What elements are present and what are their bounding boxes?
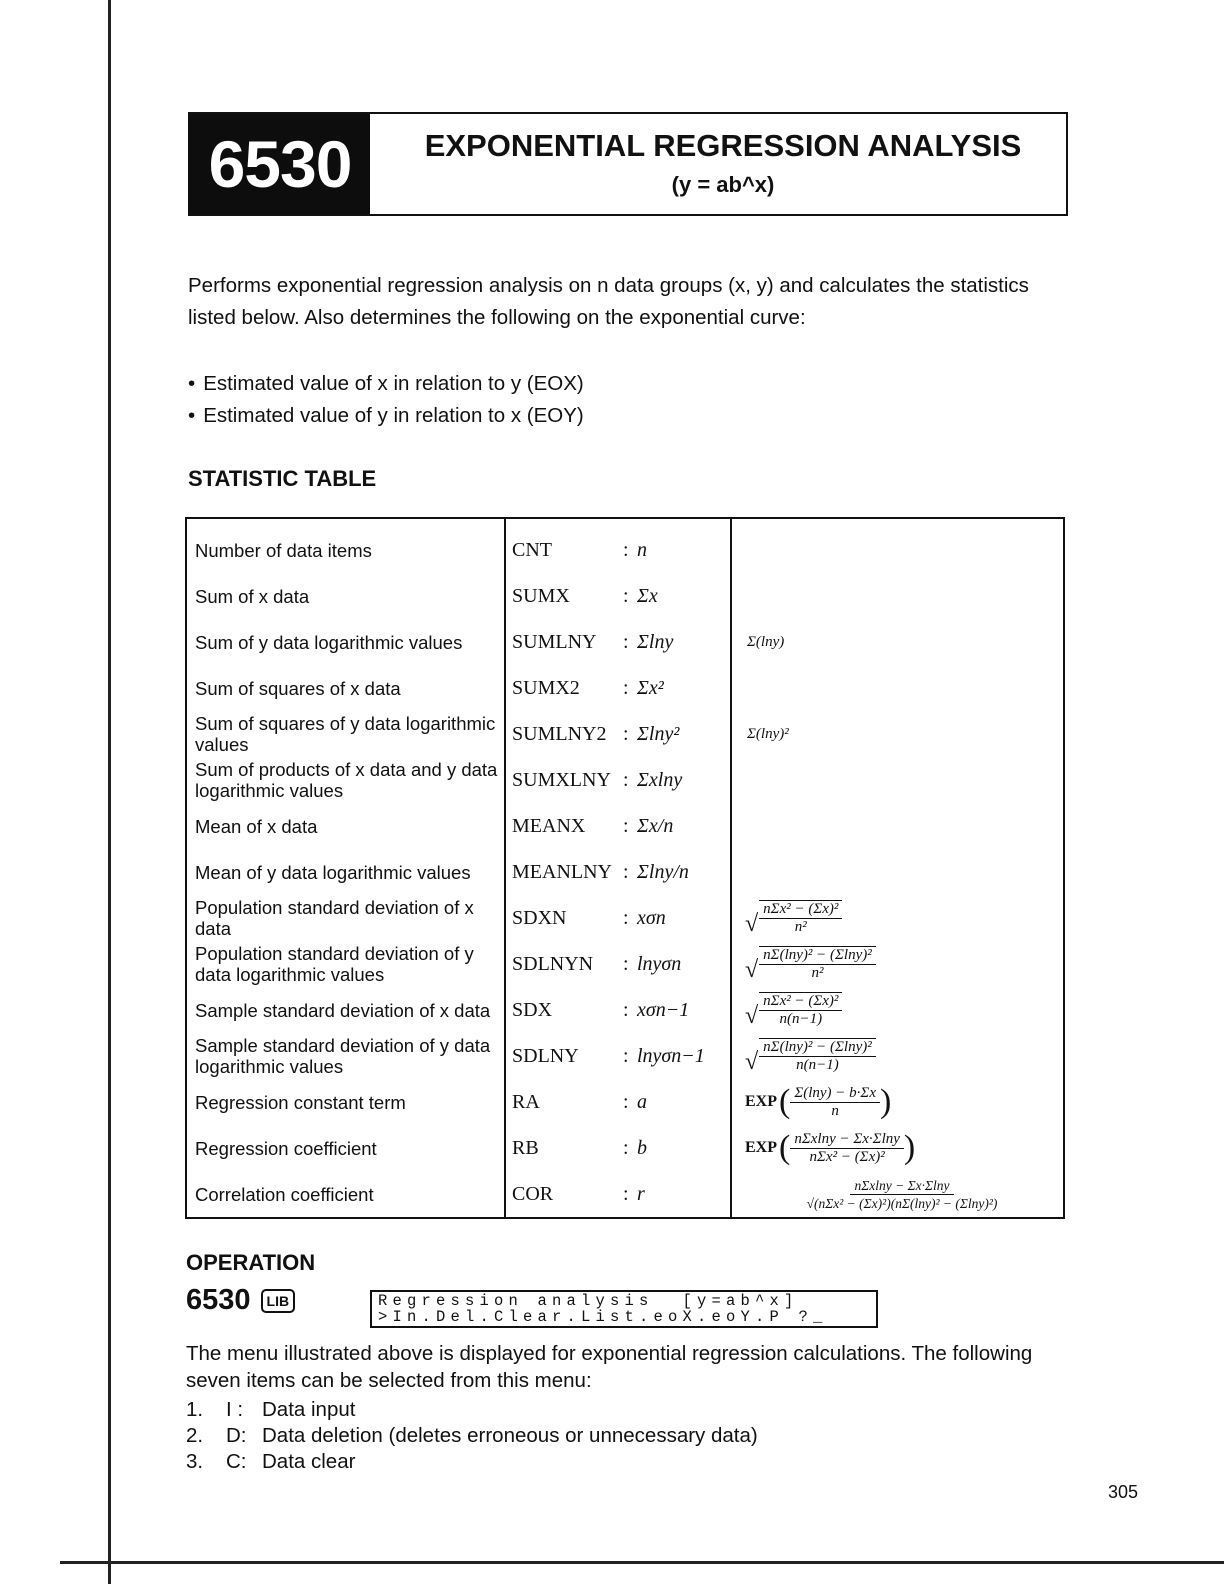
table-row: [187, 803, 1063, 849]
row-colon: :: [623, 814, 629, 837]
row-symbol: xσn: [637, 906, 666, 929]
table-row: [187, 527, 1063, 573]
row-description: Sum of squares of x data: [195, 677, 401, 699]
statistic-table: [185, 517, 1065, 1219]
formula-numerator: nΣxlny − Σx·Σlny: [790, 1131, 904, 1149]
item-key: D:: [226, 1424, 247, 1447]
row-symbol: n: [637, 538, 647, 561]
sqrt-icon: √: [745, 957, 759, 983]
lcd-display: [370, 1290, 878, 1328]
list-item: [186, 1397, 758, 1423]
formula-denominator: n(n−1): [779, 1011, 823, 1027]
row-variable: SDXN: [512, 906, 567, 929]
row-variable: MEANLNY: [512, 860, 612, 883]
formula-numerator: Σ(lny) − b·Σx: [790, 1085, 880, 1103]
row-description: Regression constant term: [195, 1091, 406, 1113]
row-symbol: Σlny²: [637, 722, 680, 745]
row-formula: EXP ( $\frac{\Sigma(\ln y) - b\cdot\Sigma x}{n}$ ): [745, 1083, 892, 1120]
formula-denominator: n: [831, 1102, 839, 1119]
table-row: [187, 619, 1063, 665]
row-colon: :: [623, 1136, 629, 1159]
row-formula: Σ(lny)²: [747, 725, 789, 742]
row-variable: SDLNYN: [512, 952, 594, 975]
row-variable: SDX: [512, 998, 553, 1021]
row-variable: RB: [512, 1136, 539, 1159]
row-variable: SUMX: [512, 584, 570, 607]
row-colon: :: [623, 676, 629, 699]
row-colon: :: [623, 722, 629, 745]
item-text: Data deletion (deletes erroneous or unnecessary data): [262, 1424, 758, 1447]
formula-prefix: EXP: [745, 1093, 777, 1110]
row-variable: SUMLNY: [512, 630, 597, 653]
row-colon: :: [623, 1090, 629, 1113]
row-variable: CNT: [512, 538, 552, 561]
row-symbol: Σx: [637, 584, 658, 607]
row-colon: :: [623, 952, 629, 975]
item-key: C:: [226, 1450, 247, 1473]
program-code: 6530: [190, 114, 370, 214]
row-description: Mean of x data: [195, 815, 318, 837]
operation-program-number: 6530: [186, 1284, 251, 1316]
row-description: Sample standard deviation of x data: [195, 999, 491, 1021]
operation-heading: OPERATION: [186, 1250, 316, 1275]
sqrt-icon: √: [745, 1049, 759, 1075]
statistic-table-heading: STATISTIC TABLE: [188, 466, 377, 491]
row-formula: EXP ( $\frac{\text{nΣxlny − Σx·Σlny}}{\text{nΣx² − (Σx)²}}$ ): [745, 1129, 916, 1166]
formula-numerator: nΣx² − (Σx)²: [759, 900, 842, 919]
operation-code: [186, 1284, 295, 1317]
row-colon: :: [623, 630, 629, 653]
menu-items-list: [186, 1397, 758, 1475]
row-description: Regression coefficient: [195, 1137, 377, 1159]
table-row: [187, 1033, 1063, 1079]
formula-prefix: EXP: [745, 1139, 777, 1156]
intro-paragraph: Performs exponential regression analysis on n data groups (x, y) and calculates the statistics listed below. Also determines the following on the exponential curve:: [188, 274, 1029, 329]
row-colon: :: [623, 1044, 629, 1067]
lib-key-icon: LIB: [261, 1289, 296, 1313]
row-colon: :: [623, 584, 629, 607]
row-formula: [739, 895, 1071, 941]
row-formula: [739, 987, 1071, 1033]
row-variable: RA: [512, 1090, 540, 1113]
formula-denominator: n²: [811, 965, 824, 981]
formula-numerator: nΣ(lny)² − (Σlny)²: [759, 946, 876, 965]
list-item: [186, 1449, 758, 1475]
row-description: Sum of products of x data and y data logarithmic values: [195, 759, 498, 801]
menu-description: The menu illustrated above is displayed for exponential regression calculations. The following seven items can be selected from this menu:: [186, 1342, 1033, 1392]
table-row: [187, 1125, 1063, 1171]
row-description: Correlation coefficient: [195, 1183, 374, 1205]
formula-numerator: nΣ(lny)² − (Σlny)²: [759, 1038, 876, 1057]
row-symbol: a: [637, 1090, 647, 1113]
table-row: [187, 849, 1063, 895]
row-variable: SUMXLNY: [512, 768, 611, 791]
item-number: 1.: [186, 1398, 204, 1421]
item-text: Data input: [262, 1398, 356, 1421]
item-text: Data clear: [262, 1450, 356, 1473]
row-symbol: lnyσn−1: [637, 1044, 705, 1067]
row-description: Sum of x data: [195, 585, 310, 607]
table-row: [187, 941, 1063, 987]
estimate-list: [188, 368, 584, 432]
page-subtitle: (y = ab^x): [671, 172, 775, 197]
row-colon: :: [623, 906, 629, 929]
table-row: [187, 757, 1063, 803]
table-row: [187, 1171, 1063, 1217]
formula-denominator: n²: [794, 919, 807, 935]
row-colon: :: [623, 1182, 629, 1205]
row-symbol: Σlny: [637, 630, 674, 653]
formula-denominator: nΣx² − (Σx)²: [809, 1148, 885, 1165]
row-symbol: Σxlny: [637, 768, 683, 791]
row-formula: Σ(lny): [747, 633, 785, 650]
item-number: 2.: [186, 1424, 204, 1447]
bottom-rule: [60, 1561, 1224, 1564]
page-number: 305: [1108, 1482, 1139, 1502]
table-row: [187, 573, 1063, 619]
row-variable: MEANX: [512, 814, 586, 837]
row-description: Population standard deviation of x data: [195, 897, 474, 939]
row-symbol: Σx/n: [637, 814, 674, 837]
row-description: Sum of y data logarithmic values: [195, 631, 463, 653]
row-variable: COR: [512, 1182, 554, 1205]
sqrt-icon: √: [745, 911, 759, 937]
list-item: • Estimated value of x in relation to y (EOX): [188, 368, 584, 400]
program-header: [188, 112, 1068, 216]
table-row: [187, 987, 1063, 1033]
row-symbol: b: [637, 1136, 647, 1159]
list-item: • Estimated value of y in relation to x (EOY): [188, 400, 584, 432]
lcd-line-2: >In.Del.Clear.List.eoX.eoY.P ?_: [378, 1308, 828, 1326]
item-number: 3.: [186, 1450, 204, 1473]
page-title: EXPONENTIAL REGRESSION ANALYSIS: [424, 128, 1022, 163]
row-variable: SUMX2: [512, 676, 580, 699]
formula-denominator: n(n−1): [796, 1057, 839, 1073]
table-row: [187, 895, 1063, 941]
row-formula: [739, 941, 1071, 987]
binding-line: [108, 0, 111, 1584]
item-key: I :: [226, 1398, 244, 1421]
row-symbol: xσn−1: [637, 998, 690, 1021]
lcd-line-1: Regression analysis [y=ab^x]: [378, 1292, 799, 1310]
row-description: Sum of squares of y data logarithmic values: [195, 713, 496, 755]
row-colon: :: [623, 768, 629, 791]
row-symbol: lnyσn: [637, 952, 682, 975]
row-variable: SUMLNY2: [512, 722, 607, 745]
row-symbol: Σlny/n: [637, 860, 689, 883]
row-variable: SDLNY: [512, 1044, 579, 1067]
row-description: Population standard deviation of y data logarithmic values: [195, 943, 474, 985]
row-formula: [739, 1033, 1071, 1079]
table-row: [187, 1079, 1063, 1125]
row-description: Number of data items: [195, 539, 372, 561]
formula-numerator: nΣxlny − Σx·Σlny: [850, 1177, 953, 1195]
table-row: [187, 711, 1063, 757]
list-item: [186, 1423, 758, 1449]
table-row: [187, 665, 1063, 711]
formula-numerator: nΣx² − (Σx)²: [759, 992, 842, 1011]
formula-denominator: √(nΣx² − (Σx)²)(nΣ(lny)² − (Σlny)²): [806, 1195, 998, 1211]
row-colon: :: [623, 860, 629, 883]
row-formula: [739, 1171, 1065, 1217]
row-symbol: r: [637, 1182, 645, 1205]
row-colon: :: [623, 998, 629, 1021]
row-description: Mean of y data logarithmic values: [195, 861, 471, 883]
sqrt-icon: √: [745, 1003, 759, 1029]
row-symbol: Σx²: [637, 676, 664, 699]
row-colon: :: [623, 538, 629, 561]
row-description: Sample standard deviation of y data logarithmic values: [195, 1035, 491, 1077]
